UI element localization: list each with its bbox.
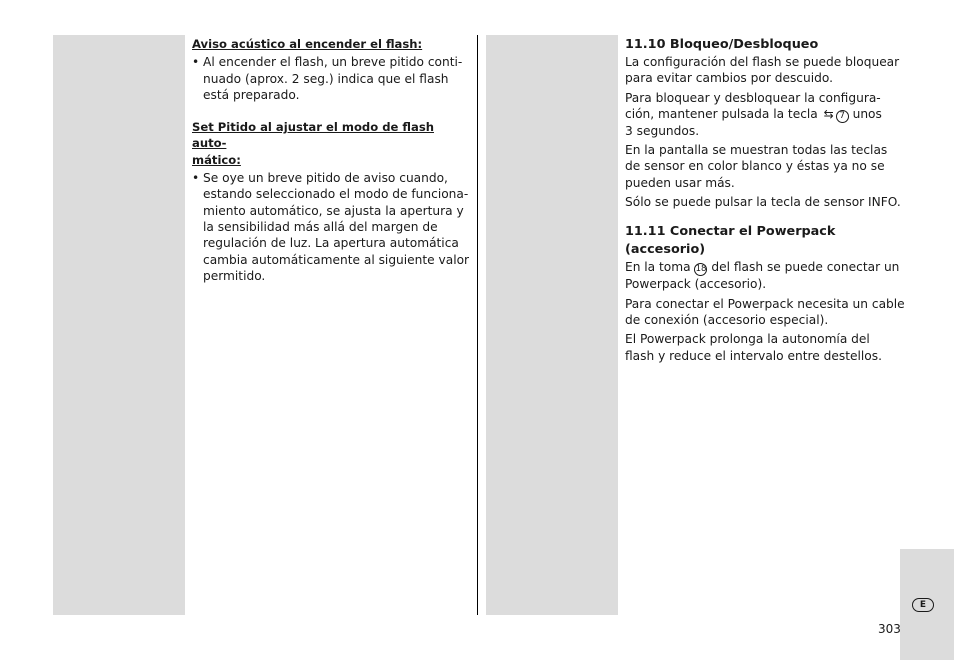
powerpack-paragraph-2: Para conectar el Powerpack necesita un cable de conexión (accesorio especial).: [625, 296, 905, 327]
right-column: [625, 36, 905, 367]
column-divider: [477, 35, 478, 615]
lock-paragraph-2-a: Para bloquear y desbloquear la configura- ción, mantener pulsada la tecla: [625, 90, 881, 121]
powerpack-paragraph-1-b: del flash se puede conectar un Powerpack (accesorio).: [625, 260, 900, 292]
section-lock-title: 11.10 Bloqueo/Desbloqueo: [625, 37, 819, 52]
lock-key-icon: ⇆: [823, 106, 834, 121]
lock-paragraph-3: En la pantalla se muestran todas las teclas de sensor en color blanco y éstas ya no se pueden usar más.: [625, 143, 888, 190]
beep-on-heading: Aviso acústico al encender el flash:: [192, 37, 423, 51]
lock-paragraph-1: La configuración del flash se puede bloquear para evitar cambios por descuido.: [625, 55, 900, 86]
left-column: [192, 36, 472, 284]
bullet-icon: •: [192, 171, 200, 186]
lock-paragraph-2-b: unos 3 segundos.: [625, 106, 882, 138]
ref-number-18: 18: [695, 264, 707, 275]
page-number: 303: [878, 622, 901, 636]
bullet-icon: •: [192, 55, 200, 70]
beep-auto-heading: Set Pitido al ajustar el modo de flash auto- mático:: [192, 120, 434, 167]
beep-auto-bullet: [192, 170, 472, 284]
powerpack-paragraph-3: El Powerpack prolonga la autonomía del flash y reduce el intervalo entre destellos.: [625, 332, 882, 363]
lock-paragraph-4: Sólo se puede pulsar la tecla de sensor INFO.: [625, 195, 901, 210]
ref-number-7: 7: [836, 110, 849, 123]
beep-on-bullet: [192, 54, 472, 103]
beep-on-text: Al encender el flash, un breve pitido conti- nuado (aprox. 2 seg.) indica que el flash está preparado.: [203, 55, 463, 102]
middle-margin-band: [486, 35, 618, 615]
left-margin-band: [53, 35, 185, 615]
powerpack-paragraph-1: [625, 259, 905, 292]
beep-auto-text: Se oye un breve pitido de aviso cuando, estando seleccionado el modo de funciona- miento automático, se ajusta la apertura y la sensibilidad más allá del margen de regulación de luz. La apertura automática cambia automáticamente al siguiente valor permitido.: [203, 171, 470, 283]
lock-paragraph-2: [625, 90, 905, 140]
powerpack-paragraph-1-a: En la toma: [625, 260, 695, 275]
language-badge: E: [912, 598, 934, 612]
section-powerpack-title: 11.11 Conectar el Powerpack (accesorio): [625, 224, 836, 258]
